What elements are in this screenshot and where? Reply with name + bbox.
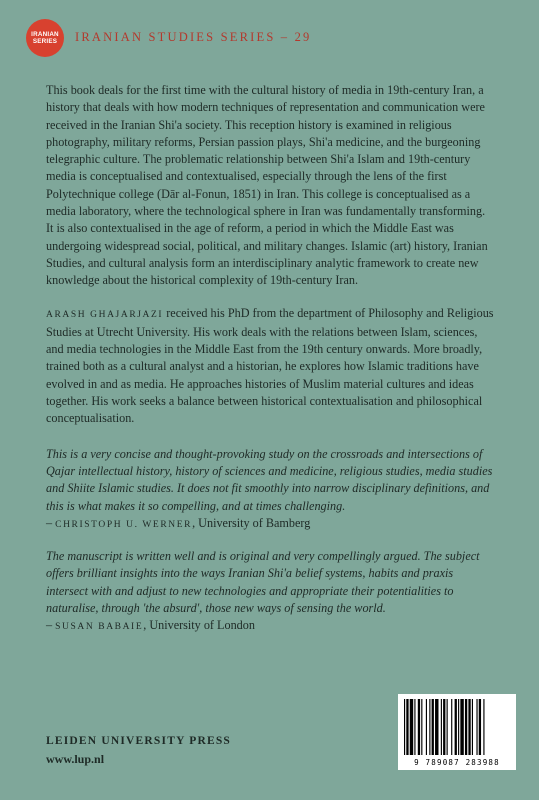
review-dash: – bbox=[46, 515, 56, 530]
badge-line-1: IRANIAN bbox=[31, 31, 59, 38]
reviewer-affiliation: , University of London bbox=[143, 618, 255, 633]
book-abstract: This book deals for the first time with the cultural history of media in 19th-century Iran, a history that deals with how modern techniques of representation and communication were received in the Iranian Shi'a society. This reception history is examined in religious photography, military reforms, Persian passion plays, Shi'a medicine, and the burgeoning telegraphic culture. The problematic relationship between Shi'a Islam and 19th-century media is conceptualised and contextualised, especially through the lens of the first Polytechnique college (Dār al-Fonun, 1851) in Iran. This college is conceptualised as a media laboratory, where the technological sphere in Iran was fundamentally transforming. It is also contextualised in the age of reform, a period in which the Middle East was undergoing widespread social, political, and military changes. Islamic (art) history, Iranian Studies, and cultural analysis form an interdisciplinary analytic framework to create new knowledge about the historical complexity of 19th-century Iran. bbox=[46, 83, 488, 288]
review-attribution bbox=[46, 515, 494, 534]
isbn-barcode bbox=[398, 694, 516, 770]
review-dash: – bbox=[46, 618, 56, 633]
barcode-icon bbox=[404, 699, 510, 755]
publisher-name: LEIDEN UNIVERSITY PRESS bbox=[46, 735, 232, 747]
reviewer-name: CHRISTOPH U. WERNER bbox=[55, 519, 193, 530]
series-title: IRANIAN STUDIES SERIES – 29 bbox=[75, 30, 312, 44]
review-attribution bbox=[46, 617, 494, 636]
author-bio-text: received his PhD from the department of Philosophy and Religious Studies at Utrecht University. His work deals with the relations between Islam, sciences, and media technologies in the Middle East from the 19th century onwards. More broadly, trained both as a cultural analyst and a historian, he explores how Islamic traditions have evolved in and as media. He approaches histories of Muslim material cultures and ideas together. His work seeks a balance between historical contextualisation and philosophical conceptualisation. bbox=[46, 305, 494, 426]
review-quote: The manuscript is written well and is original and very compellingly argued. The subject offers brilliant insights into the ways Iranian Shi'a belief systems, habits and praxis intersect with and adjust to new technologies and appropriate their potentialities to naturalise, through 'the absurd', those new ways of sensing the world. bbox=[46, 549, 480, 616]
back-cover-text bbox=[46, 82, 494, 651]
author-name: ARASH GHAJARJAZI bbox=[46, 309, 164, 320]
author-bio bbox=[46, 305, 494, 428]
review-2 bbox=[46, 548, 494, 636]
isbn-number: 9 789087 283988 bbox=[414, 758, 500, 767]
publisher-url: www.lup.nl bbox=[46, 752, 105, 766]
review-quote: This is a very concise and thought-provoking study on the crossroads and intersections of Qajar intellectual history, history of sciences and medicine, religious studies, media studies and Shiite Islamic studies. It does not fit smoothly into narrow disciplinary definitions, and this is what makes it so compelling, and at times challenging. bbox=[46, 446, 493, 513]
reviewer-affiliation: , University of Bamberg bbox=[192, 515, 311, 530]
reviewer-name: SUSAN BABAIE bbox=[55, 622, 144, 633]
series-logo-badge bbox=[26, 19, 64, 57]
badge-line-2: SERIES bbox=[32, 38, 58, 45]
review-1 bbox=[46, 446, 494, 534]
